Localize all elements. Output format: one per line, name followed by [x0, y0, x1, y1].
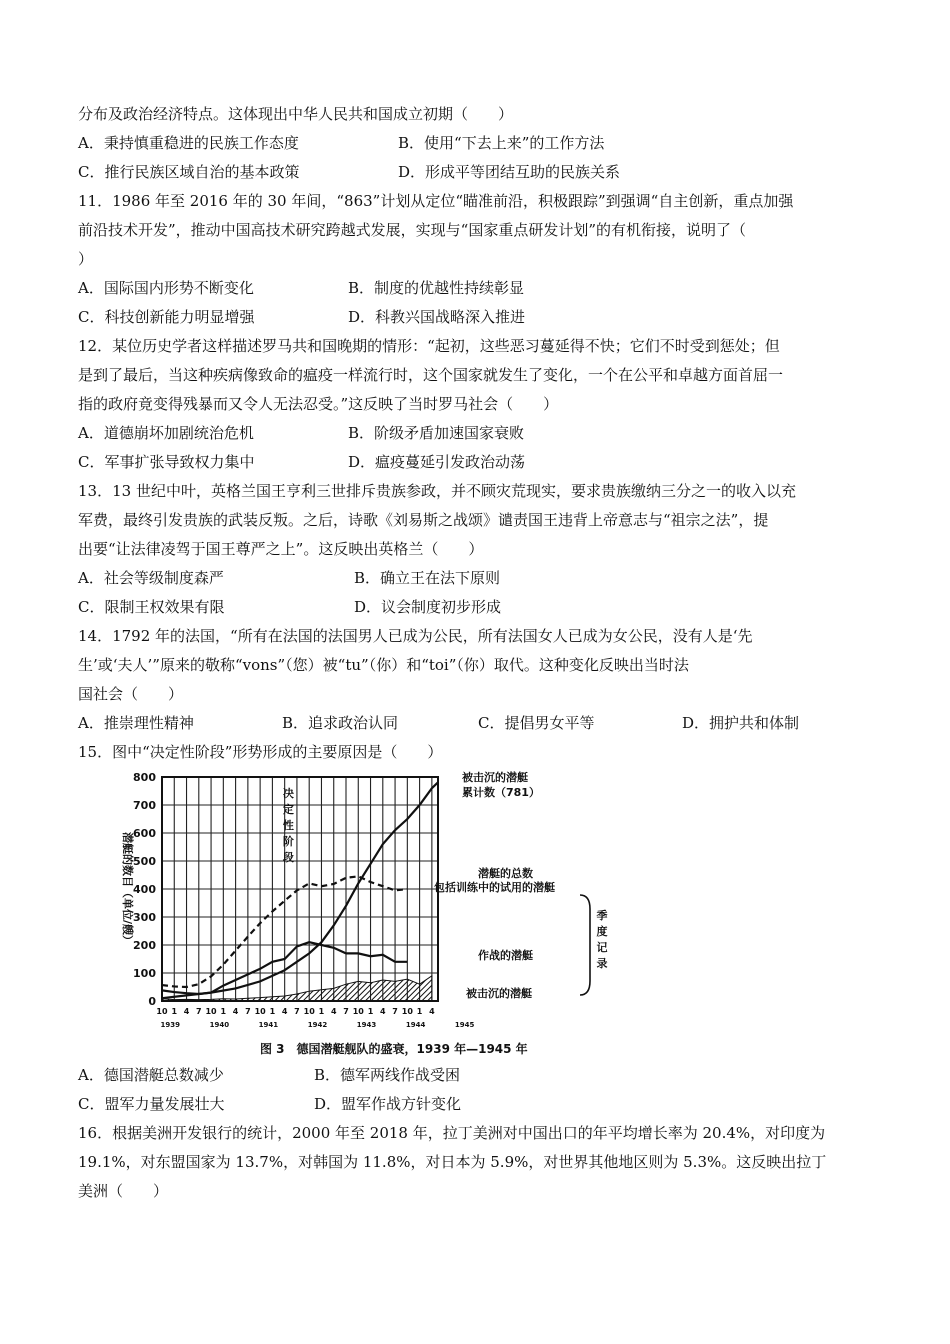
y-tick-label: 800: [133, 771, 156, 784]
q14-stem-line-2: 生’或‘夫人’”原来的敬称“vons”（您）被“tu”（你）和“toi”（你）取代。这种变化反映出当时法: [78, 656, 689, 674]
q11-stem-line-1: 11．1986 年至 2016 年的 30 年间，“863”计划从定位“瞄准前沿，积极跟踪”到强调“自主创新，重点加强: [78, 192, 794, 210]
y-tick-label: 0: [148, 995, 156, 1008]
x-year-label: 1942: [307, 1021, 328, 1029]
x-tick-label: 10: [303, 1007, 315, 1016]
q10-stem-tail: 分布及政治经济特点。这体现出中华人民共和国成立初期（ ）: [78, 105, 514, 123]
y-tick-label: 400: [133, 883, 156, 896]
q15-options: [78, 1061, 878, 1090]
legend-bracket-label-char: 度: [596, 925, 608, 938]
q11-option-b[interactable]: B．制度的优越性持续彰显: [348, 279, 525, 297]
x-tick-label: 10: [205, 1007, 217, 1016]
x-tick-label: 1: [220, 1007, 227, 1016]
x-tick-label: 4: [429, 1007, 435, 1016]
x-tick-label: 10: [156, 1007, 168, 1016]
y-tick-label: 200: [133, 939, 156, 952]
annotation-decisive-phase-char: 决: [282, 787, 294, 800]
q16-stem-line-3: 美洲（ ）: [78, 1182, 169, 1200]
legend-bracket-label-char: 录: [596, 957, 608, 970]
q13-stem-line-3: 出要“让法律凌驾于国王尊严之上”。这反映出英格兰（ ）: [78, 540, 484, 558]
y-tick-label: 300: [133, 911, 156, 924]
q12-options: [78, 419, 878, 448]
x-tick-label: 7: [392, 1007, 398, 1016]
submarine-chart: [110, 769, 610, 1059]
x-year-label: 1945: [454, 1021, 475, 1029]
x-tick-label: 7: [196, 1007, 202, 1016]
q10-option-d[interactable]: D．形成平等团结互助的民族关系: [398, 163, 621, 181]
x-tick-label: 10: [401, 1007, 413, 1016]
q11-options-row2: [78, 303, 878, 332]
q10-option-a[interactable]: A．秉持慎重稳进的民族工作态度: [78, 134, 299, 152]
q13-option-c[interactable]: C．限制王权效果有限: [78, 598, 225, 616]
x-year-label: 1939: [160, 1021, 181, 1029]
legend-operational-label: 作战的潜艇: [478, 949, 533, 962]
q10-options-row2: [78, 158, 878, 187]
q14-option-b[interactable]: B．追求政治认同: [282, 714, 399, 732]
q12-options-row2: [78, 448, 878, 477]
annotation-decisive-phase-char: 定: [282, 803, 294, 816]
x-tick-label: 4: [330, 1007, 337, 1016]
q11-option-a[interactable]: A．国际国内形势不断变化: [78, 279, 254, 297]
y-tick-label: 500: [133, 855, 156, 868]
q13-options-row2: [78, 593, 878, 622]
q15-option-c[interactable]: C．盟军力量发展壮大: [78, 1095, 225, 1113]
q16-stem-line-2: 19.1%，对东盟国家为 13.7%，对韩国为 11.8%，对日本为 5.9%，对世界其他地区则为 5.3%。这反映出拉丁: [78, 1153, 827, 1171]
q12-stem-line-1: 12．某位历史学者这样描述罗马共和国晚期的情形：“起初，这些恶习蔓延得不快；它们不时受到惩处；但: [78, 337, 780, 355]
chart-title: 图 3 德国潜艇舰队的盛衰，1939 年—1945 年: [260, 1042, 528, 1056]
x-tick-label: 1: [171, 1007, 178, 1016]
x-tick-label: 7: [343, 1007, 349, 1016]
x-tick-label: 4: [380, 1007, 386, 1016]
x-tick-label: 10: [352, 1007, 364, 1016]
q12-option-b[interactable]: B．阶级矛盾加速国家衰败: [348, 424, 525, 442]
legend-cumulative-label: 被击沉的潜艇: [462, 771, 528, 784]
y-tick-label: 600: [133, 827, 156, 840]
x-year-label: 1944: [405, 1021, 426, 1029]
legend-sunk-label: 被击沉的潜艇: [466, 987, 532, 1000]
q14-option-c[interactable]: C．提倡男女平等: [478, 714, 595, 732]
q10-options: [78, 129, 878, 158]
legend-bracket-label-char: 记: [596, 941, 608, 954]
q13-option-b[interactable]: B．确立王在法下原则: [354, 569, 501, 587]
y-axis-label: 潜艇的数目（单位/艘）: [121, 831, 134, 947]
x-tick-label: 7: [294, 1007, 300, 1016]
q11-options: [78, 274, 878, 303]
q15-stem: 15．图中“决定性阶段”形势形成的主要原因是（ ）: [78, 743, 443, 761]
q12-stem-line-2: 是到了最后，当这种疾病像致命的瘟疫一样流行时，这个国家就发生了变化，一个在公平和卓越方面首屈一: [78, 366, 784, 384]
x-tick-label: 4: [232, 1007, 239, 1016]
q15-option-b[interactable]: B．德军两线作战受困: [314, 1066, 461, 1084]
q13-stem-line-1: 13．13 世纪中叶，英格兰国王亨利三世排斥贵族参政，并不顾灾荒现实，要求贵族缴纳三分之一的收入以充: [78, 482, 796, 500]
q14-stem-line-3: 国社会（ ）: [78, 685, 184, 703]
annotation-decisive-phase-char: 性: [282, 819, 294, 832]
legend-total-sublabel: 包括训练中的试用的潜艇: [434, 881, 555, 894]
q11-option-c[interactable]: C．科技创新能力明显增强: [78, 308, 255, 326]
x-tick-label: 1: [269, 1007, 276, 1016]
x-tick-label: 1: [318, 1007, 325, 1016]
q10-option-c[interactable]: C．推行民族区域自治的基本政策: [78, 163, 300, 181]
q11-stem-line-2: 前沿技术开发”，推动中国高技术研究跨越式发展，实现与“国家重点研发计划”的有机衔接，说明了（: [78, 221, 747, 239]
legend-total-label: 潜艇的总数: [478, 867, 533, 880]
q13-option-d[interactable]: D．议会制度初步形成: [354, 598, 502, 616]
legend-bracket: [580, 895, 590, 995]
q11-stem-line-3: ）: [78, 250, 94, 268]
q12-option-d[interactable]: D．瘟疫蔓延引发政治动荡: [348, 453, 526, 471]
y-tick-label: 100: [133, 967, 156, 980]
x-year-label: 1941: [258, 1021, 279, 1029]
x-tick-label: 10: [254, 1007, 266, 1016]
q11-option-d[interactable]: D．科教兴国战略深入推进: [348, 308, 526, 326]
q10-option-b[interactable]: B．使用“下去上来”的工作方法: [398, 134, 605, 152]
x-year-label: 1940: [209, 1021, 230, 1029]
y-tick-label: 700: [133, 799, 156, 812]
q12-stem-line-3: 指的政府竟变得残暴而又令人无法忍受。”这反映了当时罗马社会（ ）: [78, 395, 559, 413]
x-tick-label: 7: [245, 1007, 251, 1016]
q14-options: [78, 709, 878, 738]
q14-option-d[interactable]: D．拥护共和体制: [682, 714, 800, 732]
annotation-decisive-phase-char: 阶: [282, 835, 294, 848]
annotation-decisive-phase-char: 段: [282, 851, 294, 864]
q14-stem-line-1: 14．1792 年的法国，“所有在法国的法国男人已成为公民，所有法国女人已成为女公民，没有人是‘先: [78, 627, 753, 645]
q12-option-a[interactable]: A．道德崩坏加剧统治危机: [78, 424, 254, 442]
submarine-chart-figure: [78, 769, 878, 1061]
q15-option-d[interactable]: D．盟军作战方针变化: [314, 1095, 462, 1113]
x-tick-label: 4: [281, 1007, 288, 1016]
x-tick-label: 1: [367, 1007, 374, 1016]
q14-option-a[interactable]: A．推崇理性精神: [78, 714, 194, 732]
q12-option-c[interactable]: C．军事扩张导致权力集中: [78, 453, 255, 471]
x-year-label: 1943: [356, 1021, 377, 1029]
series-cumulative-sunk-line: [162, 782, 438, 998]
q16-stem-line-1: 16．根据美洲开发银行的统计，2000 年至 2018 年，拉丁美洲对中国出口的年平均增长率为 20.4%，对印度为: [78, 1124, 826, 1142]
legend-bracket-label-char: 季: [596, 909, 608, 922]
exam-page: [78, 100, 878, 1206]
q13-stem-line-2: 军费，最终引发贵族的武装反叛。之后，诗歌《刘易斯之战颂》谴责国王违背上帝意志与“祖宗之法”，提: [78, 511, 769, 529]
legend-cumulative-total: 累计数（781）: [462, 786, 540, 799]
q13-option-a[interactable]: A．社会等级制度森严: [78, 569, 224, 587]
q15-option-a[interactable]: A．德国潜艇总数减少: [78, 1066, 224, 1084]
x-tick-label: 4: [183, 1007, 190, 1016]
x-tick-label: 1: [416, 1007, 423, 1016]
q13-options: [78, 564, 878, 593]
q15-options-row2: [78, 1090, 878, 1119]
